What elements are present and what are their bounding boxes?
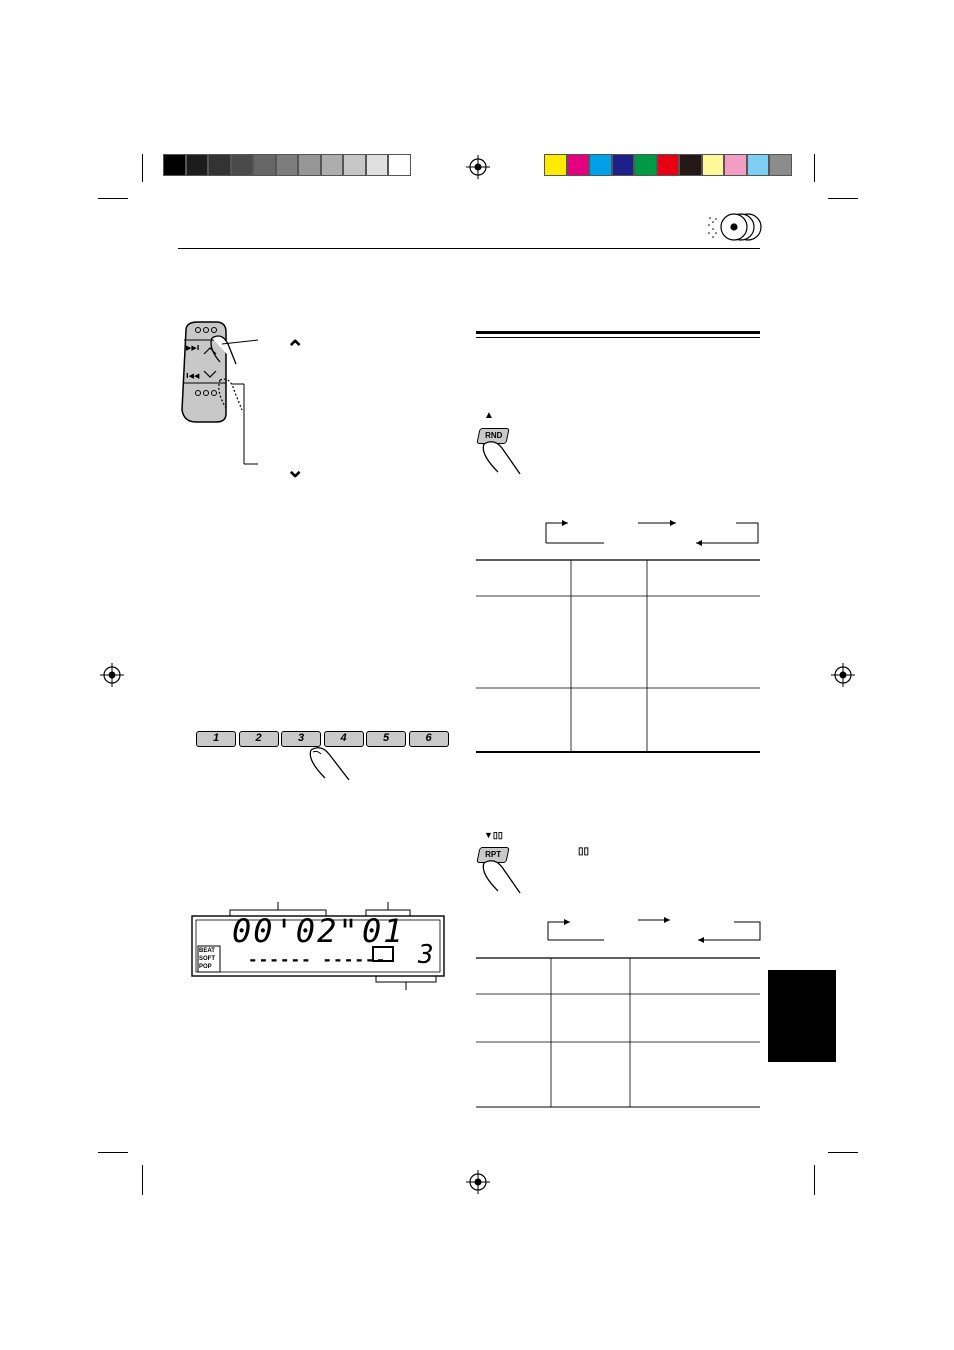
random-mode-table: [476, 559, 761, 755]
preset-button-1[interactable]: 1: [196, 731, 236, 747]
crop-mark: [142, 154, 143, 182]
random-mode-cycle-diagram: [540, 515, 762, 547]
crop-mark: [142, 1165, 143, 1195]
up-arrow-icon: ⌃: [286, 336, 305, 361]
preset-button-5[interactable]: 5: [366, 731, 406, 747]
repeat-mode-table: [476, 957, 761, 1109]
eject-icon: ▲: [484, 410, 494, 421]
lcd-track-number: 01: [362, 912, 405, 950]
sound-mode-label: SOFT: [199, 956, 215, 962]
repeat-mode-cycle-diagram: [542, 914, 764, 946]
section-rule: [476, 337, 760, 338]
sound-mode-label: POP: [199, 964, 212, 970]
registration-mark-icon: [831, 663, 855, 687]
svg-text:I◀◀: I◀◀: [186, 372, 200, 380]
svg-text:▶▶I: ▶▶I: [186, 344, 200, 352]
preset-button-4[interactable]: 4: [324, 731, 364, 747]
crop-mark: [828, 198, 858, 199]
pause-inline-icon: ▯▯: [578, 846, 590, 857]
section-tab: [768, 970, 836, 1062]
registration-mark-icon: [466, 1170, 490, 1194]
grayscale-swatch: [366, 154, 389, 176]
lcd-disc-number: 3: [418, 940, 434, 970]
color-swatch: [567, 154, 590, 176]
grayscale-swatch: [186, 154, 209, 176]
lcd-time-readout: 00'02": [232, 912, 360, 950]
down-arrow-icon: ⌄: [286, 457, 305, 482]
color-swatch: [589, 154, 612, 176]
registration-mark-icon: [466, 155, 490, 179]
crop-mark: [98, 198, 128, 199]
grayscale-swatch: [208, 154, 231, 176]
registration-mark-icon: [100, 663, 124, 687]
preset-button-2[interactable]: 2: [239, 731, 279, 747]
crop-mark: [828, 1152, 858, 1153]
rnd-button-label: RND: [485, 431, 503, 440]
grayscale-swatch: [298, 154, 321, 176]
crop-mark: [814, 1165, 815, 1195]
crop-mark: [98, 1152, 128, 1153]
finger-press-icon: [480, 440, 526, 480]
grayscale-swatch: [388, 154, 411, 176]
color-swatch: [724, 154, 747, 176]
grayscale-swatch: [343, 154, 366, 176]
cd-changer-icon: [704, 210, 762, 244]
grayscale-swatch: [321, 154, 344, 176]
color-swatch: [544, 154, 567, 176]
color-swatch: [657, 154, 680, 176]
pause-icon: ▼▯▯: [484, 830, 503, 840]
finger-press-icon: [480, 859, 526, 899]
lcd-segment-dashes: ------ ------: [248, 950, 387, 969]
color-swatch: [679, 154, 702, 176]
grayscale-swatch: [253, 154, 276, 176]
rpt-button-label: RPT: [485, 850, 502, 859]
grayscale-swatch: [163, 154, 186, 176]
color-swatch: [769, 154, 792, 176]
preset-button-3[interactable]: 3: [281, 731, 321, 747]
color-swatch: [702, 154, 725, 176]
track-skip-control-illustration: [176, 318, 266, 478]
finger-press-icon: [305, 744, 355, 784]
color-swatch: [612, 154, 635, 176]
color-swatch: [634, 154, 657, 176]
grayscale-swatch: [276, 154, 299, 176]
preset-button-6[interactable]: 6: [409, 731, 449, 747]
grayscale-swatch: [231, 154, 254, 176]
crop-mark: [814, 154, 815, 182]
lcd-sound-mode-labels: [199, 947, 220, 971]
section-rule: [476, 331, 760, 334]
sound-mode-label: BEAT: [199, 948, 215, 954]
header-rule: [178, 248, 760, 249]
color-swatch: [747, 154, 770, 176]
